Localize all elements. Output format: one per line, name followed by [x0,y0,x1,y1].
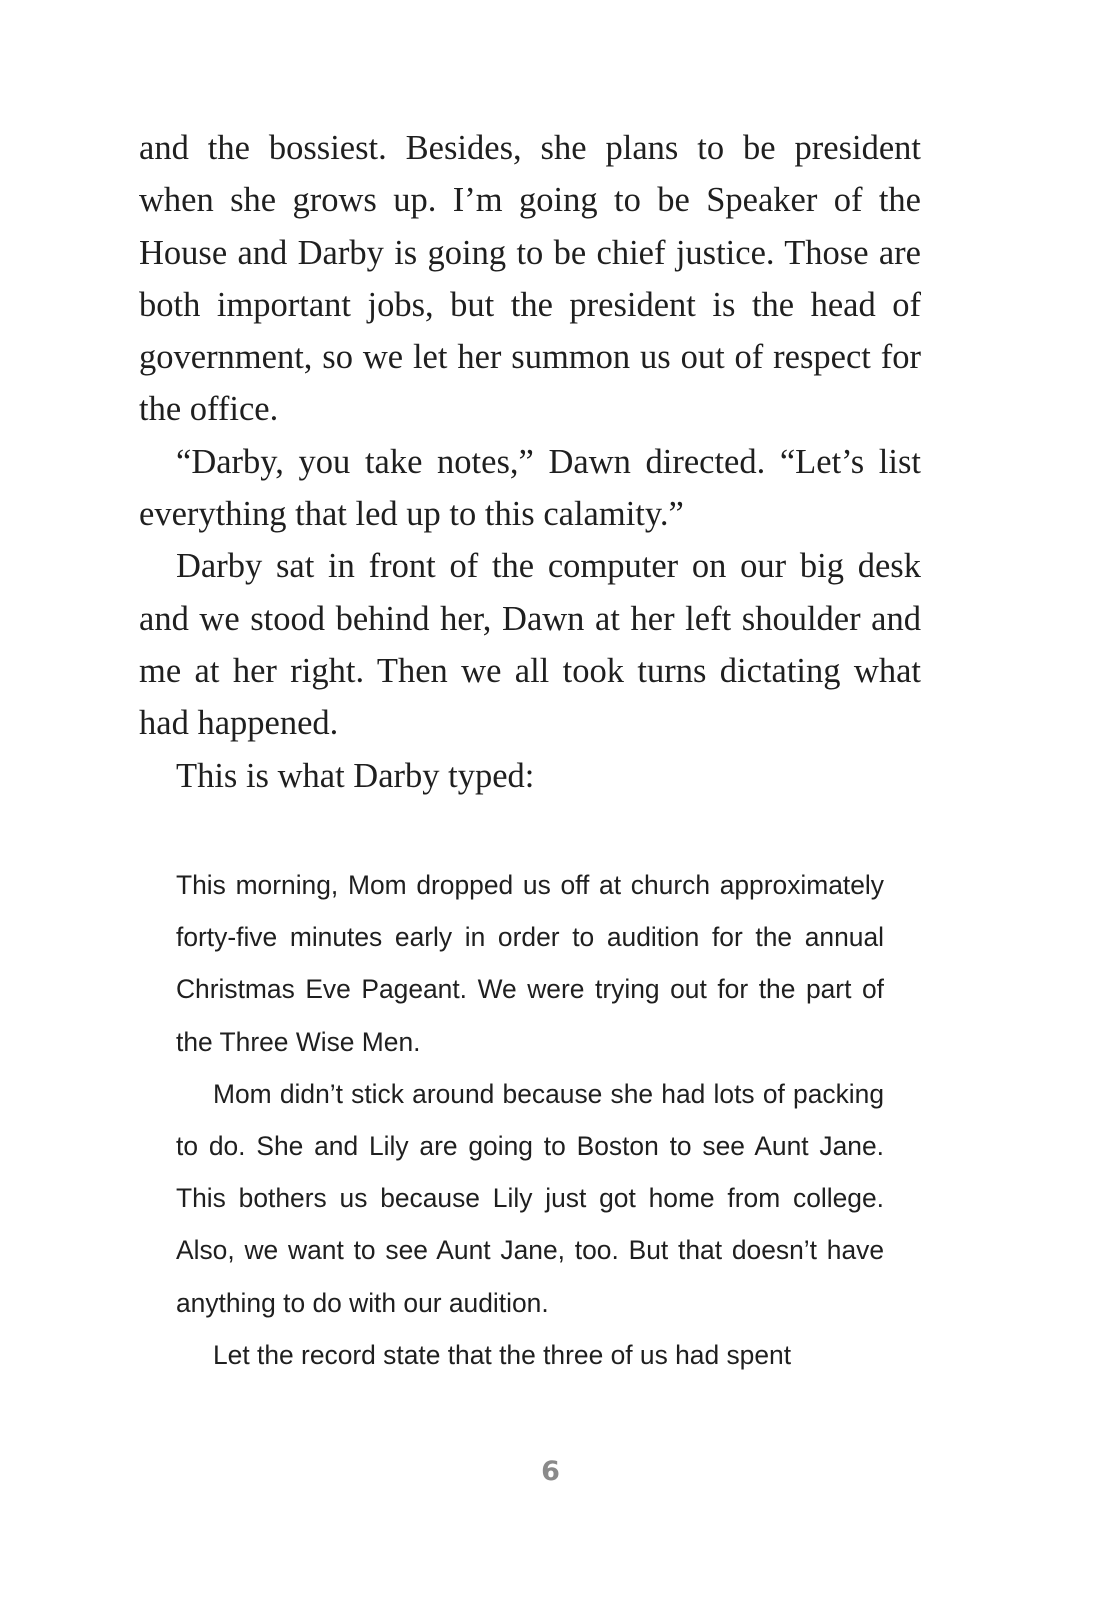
narrative-paragraph: This is what Darby typed: [176,756,535,795]
page-number: 6 [541,1456,560,1487]
typed-paragraph: Let the record state that the three of us had spent [213,1339,792,1370]
typed-paragraph: This morning, Mom dropped us off at church approximately forty-five minutes early in order to audition for the annual Christmas Eve Pageant. We were trying out for the part of the Three Wise Men. [176,870,884,1057]
narrative-paragraph: and the bossiest. Besides, she plans to be president when she grows up. I’m going to be Speaker of the House and Darby is going to be chief justice. Those are both important jobs, but the president is the head of government, so we let her summon us out of respect for the office. [139,129,921,429]
narrative-paragraph: Darby sat in front of the computer on our big desk and we stood behind her, Dawn at her left shoulder and me at her right. Then we all took turns dictating what had happened. [139,547,921,743]
typed-paragraph: Mom didn’t stick around because she had lots of packing to do. She and Lily are going to Boston to see Aunt Jane. This bothers us because Lily just got home from college. Also, we want to see Aunt Jane, too. But that doesn’t have anything to do with our audition. [176,1078,884,1318]
narrative-paragraph: “Darby, you take notes,” Dawn directed. “Let’s list everything that led up to this calamity.” [139,442,921,534]
typed-notes [176,859,884,1381]
narrative-text [139,122,921,802]
